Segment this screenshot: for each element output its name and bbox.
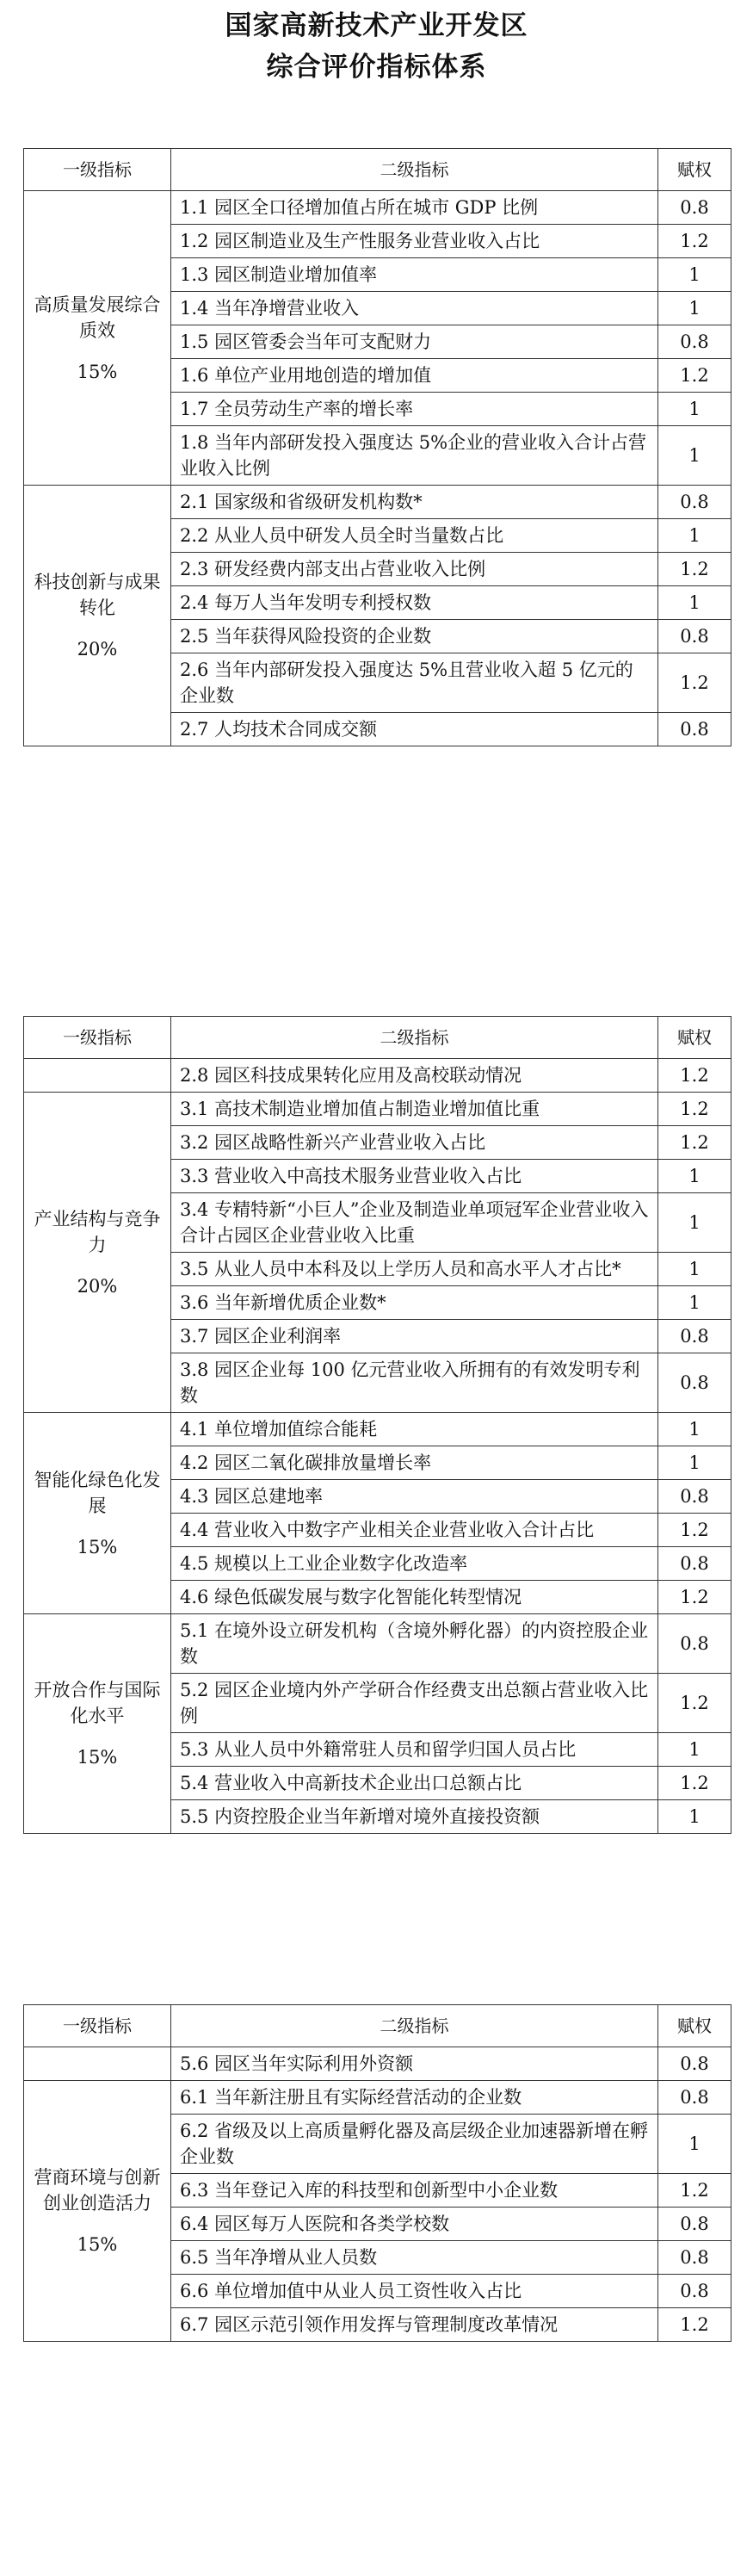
- level2-indicator: 2.3 研发经费内部支出占营业收入比例: [171, 553, 658, 586]
- level1-percent: 20%: [77, 639, 118, 659]
- header-level2: 二级指标: [171, 1017, 658, 1059]
- weight-value: 1: [658, 1286, 731, 1320]
- level2-indicator: 4.5 规模以上工业企业数字化改造率: [171, 1547, 658, 1581]
- level2-indicator: 1.2 园区制造业及生产性服务业营业收入占比: [171, 225, 658, 258]
- level2-indicator: 2.8 园区科技成果转化应用及高校联动情况: [171, 1059, 658, 1093]
- level2-indicator: 3.1 高技术制造业增加值占制造业增加值比重: [171, 1093, 658, 1126]
- level2-indicator: 4.3 园区总建地率: [171, 1480, 658, 1514]
- weight-value: 1.2: [658, 1514, 731, 1547]
- weight-value: 1.2: [658, 2308, 731, 2342]
- level2-indicator: 1.6 单位产业用地创造的增加值: [171, 359, 658, 393]
- index-table-1: [23, 148, 731, 746]
- level2-indicator: 1.3 园区制造业增加值率: [171, 258, 658, 292]
- header-weight: 赋权: [658, 149, 731, 191]
- level2-indicator: 6.7 园区示范引领作用发挥与管理制度改革情况: [171, 2308, 658, 2342]
- indicator-row: [24, 1614, 731, 1674]
- level2-indicator: 2.6 当年内部研发投入强度达 5%且营业收入超 5 亿元的企业数: [171, 653, 658, 713]
- weight-value: 0.8: [658, 2081, 731, 2115]
- level1-indicator: [24, 1059, 171, 1093]
- weight-value: 1.2: [658, 1674, 731, 1733]
- level2-indicator: 5.5 内资控股企业当年新增对境外直接投资额: [171, 1800, 658, 1834]
- weight-value: 1: [658, 1160, 731, 1193]
- weight-value: 1: [658, 292, 731, 325]
- level2-indicator: 5.6 园区当年实际利用外资额: [171, 2047, 658, 2081]
- weight-value: 1.2: [658, 1767, 731, 1800]
- indicator-row: [24, 1059, 731, 1093]
- level2-indicator: 3.6 当年新增优质企业数*: [171, 1286, 658, 1320]
- level2-indicator: 4.2 园区二氧化碳排放量增长率: [171, 1446, 658, 1480]
- level2-indicator: 1.1 园区全口径增加值占所在城市 GDP 比例: [171, 191, 658, 225]
- weight-value: 0.8: [658, 1320, 731, 1353]
- weight-value: 1: [658, 1193, 731, 1253]
- level2-indicator: 1.4 当年净增营业收入: [171, 292, 658, 325]
- weight-value: 1.2: [658, 1126, 731, 1160]
- header-row: [24, 2005, 731, 2047]
- level1-percent: 15%: [77, 1536, 118, 1557]
- weight-value: 0.8: [658, 1480, 731, 1514]
- weight-value: 1.2: [658, 1059, 731, 1093]
- weight-value: 0.8: [658, 1614, 731, 1674]
- level2-indicator: 3.4 专精特新“小巨人”企业及制造业单项冠军企业营业收入合计占园区企业营业收入比重: [171, 1193, 658, 1253]
- indicator-row: [24, 2081, 731, 2115]
- weight-value: 0.8: [658, 1547, 731, 1581]
- level2-indicator: 2.5 当年获得风险投资的企业数: [171, 620, 658, 653]
- weight-value: 0.8: [658, 486, 731, 519]
- level2-indicator: 1.5 园区管委会当年可支配财力: [171, 325, 658, 359]
- level2-indicator: 3.7 园区企业利润率: [171, 1320, 658, 1353]
- weight-value: 0.8: [658, 191, 731, 225]
- header-level1: 一级指标: [24, 2005, 171, 2047]
- level2-indicator: 6.4 园区每万人医院和各类学校数: [171, 2208, 658, 2241]
- indicator-row: [24, 486, 731, 519]
- level2-indicator: 2.1 国家级和省级研发机构数*: [171, 486, 658, 519]
- level1-percent: 15%: [77, 2234, 118, 2255]
- header-row: [24, 1017, 731, 1059]
- level2-indicator: 2.4 每万人当年发明专利授权数: [171, 586, 658, 620]
- level1-percent: 15%: [77, 1747, 118, 1768]
- weight-value: 1: [658, 2115, 731, 2174]
- level1-name: 科技创新与成果转化: [34, 572, 161, 618]
- index-table-2: [23, 1016, 731, 1834]
- level2-indicator: 6.5 当年净增从业人员数: [171, 2241, 658, 2275]
- level1-indicator: [24, 1413, 171, 1614]
- level1-name: 产业结构与竞争力: [34, 1208, 161, 1255]
- title-line-2: 综合评价指标体系: [266, 52, 487, 83]
- level1-percent: 15%: [77, 361, 118, 382]
- level2-indicator: 4.4 营业收入中数字产业相关企业营业收入合计占比: [171, 1514, 658, 1547]
- weight-value: 1: [658, 426, 731, 486]
- weight-value: 1.2: [658, 1581, 731, 1614]
- weight-value: 1: [658, 1253, 731, 1286]
- weight-value: 1.2: [658, 2174, 731, 2208]
- weight-value: 0.8: [658, 620, 731, 653]
- level1-name: 高质量发展综合质效: [34, 294, 161, 341]
- header-level2: 二级指标: [171, 2005, 658, 2047]
- level1-name: 开放合作与国际化水平: [34, 1680, 161, 1726]
- weight-value: 1: [658, 1800, 731, 1834]
- level2-indicator: 5.2 园区企业境内外产学研合作经费支出总额占营业收入比例: [171, 1674, 658, 1733]
- level2-indicator: 6.3 当年登记入库的科技型和创新型中小企业数: [171, 2174, 658, 2208]
- weight-value: 1: [658, 393, 731, 426]
- weight-value: 0.8: [658, 713, 731, 746]
- title-line-1: 国家高新技术产业开发区: [225, 10, 528, 41]
- weight-value: 1: [658, 586, 731, 620]
- weight-value: 1.2: [658, 1093, 731, 1126]
- level1-indicator: [24, 2081, 171, 2342]
- level1-percent: 20%: [77, 1275, 118, 1297]
- level2-indicator: 3.2 园区战略性新兴产业营业收入占比: [171, 1126, 658, 1160]
- level2-indicator: 5.4 营业收入中高新技术企业出口总额占比: [171, 1767, 658, 1800]
- level2-indicator: 1.8 当年内部研发投入强度达 5%企业的营业收入合计占营业收入比例: [171, 426, 658, 486]
- level2-indicator: 6.2 省级及以上高质量孵化器及高层级企业加速器新增在孵企业数: [171, 2115, 658, 2174]
- level2-indicator: 5.1 在境外设立研发机构（含境外孵化器）的内资控股企业数: [171, 1614, 658, 1674]
- weight-value: 1: [658, 1733, 731, 1767]
- header-weight: 赋权: [658, 1017, 731, 1059]
- level1-name: 智能化绿色化发展: [34, 1469, 161, 1516]
- weight-value: 1.2: [658, 359, 731, 393]
- indicator-row: [24, 2047, 731, 2081]
- level1-name: 营商环境与创新创业创造活力: [34, 2167, 161, 2214]
- level2-indicator: 6.1 当年新注册且有实际经营活动的企业数: [171, 2081, 658, 2115]
- indicator-row: [24, 191, 731, 225]
- weight-value: 1: [658, 258, 731, 292]
- level2-indicator: 3.5 从业人员中本科及以上学历人员和高水平人才占比*: [171, 1253, 658, 1286]
- level2-indicator: 2.2 从业人员中研发人员全时当量数占比: [171, 519, 658, 553]
- header-level1: 一级指标: [24, 1017, 171, 1059]
- level2-indicator: 5.3 从业人员中外籍常驻人员和留学归国人员占比: [171, 1733, 658, 1767]
- level1-indicator: [24, 2047, 171, 2081]
- header-level1: 一级指标: [24, 149, 171, 191]
- level2-indicator: 4.1 单位增加值综合能耗: [171, 1413, 658, 1446]
- level1-indicator: [24, 1093, 171, 1413]
- weight-value: 1: [658, 1413, 731, 1446]
- level2-indicator: 2.7 人均技术合同成交额: [171, 713, 658, 746]
- weight-value: 1: [658, 519, 731, 553]
- indicator-row: [24, 1093, 731, 1126]
- header-row: [24, 149, 731, 191]
- weight-value: 1.2: [658, 225, 731, 258]
- level1-indicator: [24, 191, 171, 486]
- weight-value: 0.8: [658, 1353, 731, 1413]
- weight-value: 1.2: [658, 553, 731, 586]
- indicator-row: [24, 1413, 731, 1446]
- weight-value: 0.8: [658, 2208, 731, 2241]
- index-table-3: [23, 2004, 731, 2342]
- level2-indicator: 3.8 园区企业每 100 亿元营业收入所拥有的有效发明专利数: [171, 1353, 658, 1413]
- level2-indicator: 3.3 营业收入中高技术服务业营业收入占比: [171, 1160, 658, 1193]
- level1-indicator: [24, 486, 171, 746]
- document-title: [0, 0, 753, 88]
- weight-value: 0.8: [658, 2275, 731, 2308]
- weight-value: 0.8: [658, 325, 731, 359]
- weight-value: 1.2: [658, 653, 731, 713]
- weight-value: 0.8: [658, 2047, 731, 2081]
- level2-indicator: 6.6 单位增加值中从业人员工资性收入占比: [171, 2275, 658, 2308]
- header-level2: 二级指标: [171, 149, 658, 191]
- level2-indicator: 4.6 绿色低碳发展与数字化智能化转型情况: [171, 1581, 658, 1614]
- header-weight: 赋权: [658, 2005, 731, 2047]
- level1-indicator: [24, 1614, 171, 1834]
- weight-value: 1: [658, 1446, 731, 1480]
- weight-value: 0.8: [658, 2241, 731, 2275]
- level2-indicator: 1.7 全员劳动生产率的增长率: [171, 393, 658, 426]
